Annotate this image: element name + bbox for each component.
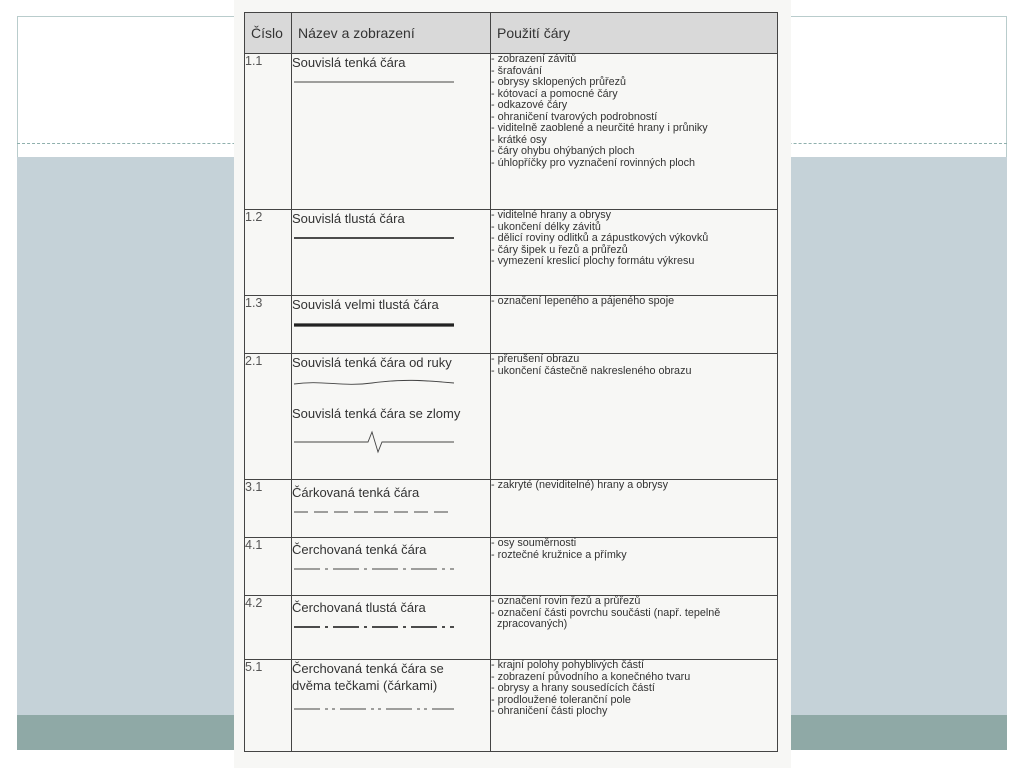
row-number: 2.1 bbox=[245, 354, 292, 480]
usage-item: - krátké osy bbox=[491, 133, 547, 146]
usage-item: - dělicí roviny odlitků a zápustkových výkovků bbox=[491, 232, 709, 244]
header-name: Název a zobrazení bbox=[292, 13, 491, 54]
line-types-table bbox=[244, 12, 778, 752]
usage-list bbox=[491, 54, 778, 210]
usage-item: - odkazové čáry bbox=[491, 99, 568, 111]
row-number: 3.1 bbox=[245, 480, 292, 538]
usage-item: - úhlopříčky pro vyznačení rovinných ploch bbox=[491, 156, 696, 169]
line-sample-continuous-thin bbox=[292, 77, 457, 87]
row-name-secondary: Souvislá tenká čára se zlomy bbox=[292, 406, 461, 421]
usage-list bbox=[491, 354, 778, 480]
line-sample-dash-dot-thick bbox=[292, 622, 457, 632]
table-row bbox=[245, 210, 778, 296]
usage-item: - označení části povrchu součásti (např. tepelně bbox=[491, 606, 721, 619]
usage-item: zpracovaných) bbox=[497, 618, 568, 630]
table-row bbox=[245, 660, 778, 752]
usage-item: - označení rovin řezů a průřezů bbox=[491, 595, 641, 607]
row-name: Čerchovaná tlustá čára bbox=[292, 600, 426, 615]
table-row bbox=[245, 54, 778, 210]
usage-list bbox=[491, 538, 778, 596]
line-sample-zigzag bbox=[292, 428, 457, 454]
usage-item: - viditelně zaoblené a neurčité hrany i průniky bbox=[491, 122, 708, 134]
header-number: Číslo bbox=[245, 13, 292, 54]
usage-item: - roztečné kružnice a přímky bbox=[491, 548, 627, 561]
table-header-row bbox=[245, 13, 778, 54]
usage-item: - ukončení délky závitů bbox=[491, 220, 601, 233]
row-number: 1.2 bbox=[245, 210, 292, 296]
usage-item: - označení lepeného a pájeného spoje bbox=[491, 295, 675, 307]
usage-list bbox=[491, 296, 778, 354]
row-name: Souvislá tenká čára bbox=[292, 55, 406, 70]
usage-item: - ohraničení tvarových podrobností bbox=[491, 110, 658, 123]
row-name: Souvislá tlustá čára bbox=[292, 211, 405, 226]
usage-item: - viditelné hrany a obrysy bbox=[491, 209, 612, 221]
usage-item: - zobrazení původního a konečného tvaru bbox=[491, 670, 691, 683]
usage-item: - čáry šipek u řezů a průřezů bbox=[491, 243, 628, 256]
usage-list bbox=[491, 596, 778, 660]
usage-item: - obrysy a hrany sousedících částí bbox=[491, 682, 655, 694]
usage-item: - zobrazení závitů bbox=[491, 53, 577, 65]
usage-item: - kótovací a pomocné čáry bbox=[491, 87, 618, 100]
row-name: Čerchovaná tenká čára se bbox=[292, 661, 444, 676]
line-sample-continuous-very-thick bbox=[292, 319, 457, 331]
table-row bbox=[245, 596, 778, 660]
table-row bbox=[245, 538, 778, 596]
line-sample-freehand bbox=[292, 377, 457, 389]
row-name: Souvislá tenká čára od ruky bbox=[292, 355, 452, 370]
usage-item: - krajní polohy pohyblivých částí bbox=[491, 659, 645, 671]
row-number: 4.1 bbox=[245, 538, 292, 596]
usage-list bbox=[491, 480, 778, 538]
usage-list bbox=[491, 210, 778, 296]
row-name: Souvislá velmi tlustá čára bbox=[292, 297, 439, 312]
usage-item: - ukončení částečně nakresleného obrazu bbox=[491, 364, 692, 377]
line-sample-dash-double-dot-thin bbox=[292, 704, 457, 714]
line-sample-continuous-thick bbox=[292, 233, 457, 243]
usage-item: - vymezení kreslicí plochy formátu výkresu bbox=[491, 255, 695, 267]
row-number: 1.1 bbox=[245, 54, 292, 210]
line-sample-dashed-thin bbox=[292, 507, 457, 517]
row-name-line2: dvěma tečkami (čárkami) bbox=[292, 678, 438, 693]
table-row bbox=[245, 296, 778, 354]
row-number: 5.1 bbox=[245, 660, 292, 752]
usage-item: - čáry ohybu ohýbaných ploch bbox=[491, 145, 635, 157]
table-row bbox=[245, 480, 778, 538]
usage-list bbox=[491, 660, 778, 752]
row-name: Čárkovaná tenká čára bbox=[292, 485, 420, 500]
table-row bbox=[245, 354, 778, 480]
row-number: 4.2 bbox=[245, 596, 292, 660]
header-usage: Použití čáry bbox=[491, 13, 778, 54]
usage-item: - zakryté (neviditelné) hrany a obrysy bbox=[491, 479, 669, 491]
usage-item: - přerušení obrazu bbox=[491, 353, 580, 365]
usage-item: - osy souměrnosti bbox=[491, 537, 577, 549]
usage-item: - prodloužené toleranční pole bbox=[491, 693, 631, 706]
usage-item: - šrafování bbox=[491, 64, 543, 77]
usage-item: - ohraničení části plochy bbox=[491, 705, 608, 717]
row-name: Čerchovaná tenká čára bbox=[292, 542, 427, 557]
line-sample-dash-dot-thin bbox=[292, 564, 457, 574]
usage-item: - obrysy sklopených průřezů bbox=[491, 76, 627, 88]
row-number: 1.3 bbox=[245, 296, 292, 354]
